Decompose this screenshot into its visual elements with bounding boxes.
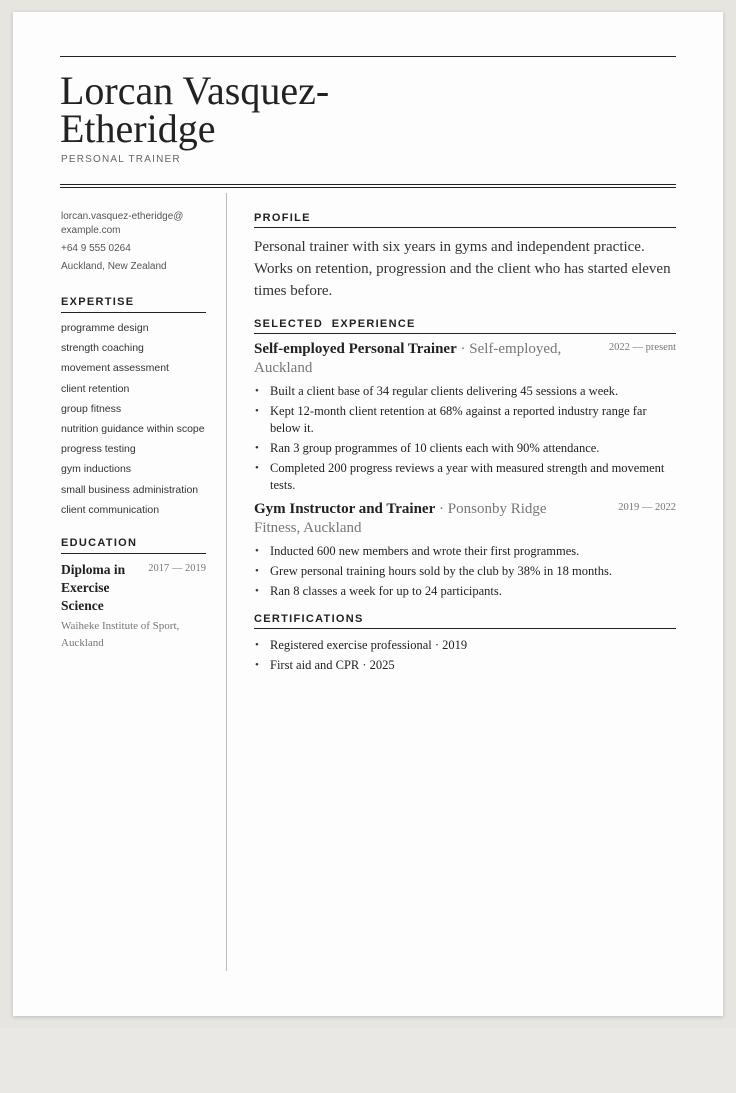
contact-location: Auckland, New Zealand [61,261,167,272]
job-title: Self-employed Personal Trainer [254,341,457,357]
job-bullet: • Inducted 600 new members and wrote their first programmes. [254,543,676,560]
candidate-name: Lorcan Vasquez-Etheridge [60,68,330,151]
column-divider [226,193,227,971]
contact-phone[interactable]: +64 9 555 0264 [61,243,131,254]
expertise-item: strength coaching [61,342,144,355]
expertise-item: small business administration [61,483,199,496]
job-bullet: • Completed 200 progress reviews a year with measured strength and movement tests. [254,460,676,494]
education-heading: EDUCATION [61,537,206,554]
sidebar [61,210,206,652]
profile-text: Personal trainer with six years in gyms and independent practice. Works on retention, progression and the client who has started eleven times before. [254,239,671,299]
education-school: Waiheke Institute of Sport, Auckland [61,619,180,649]
experience-heading: SELECTED EXPERIENCE [254,318,676,334]
expertise-item: client communication [61,503,160,516]
job-dates: 2022 — present [608,342,676,353]
contact-email[interactable]: lorcan.vasquez-etheridge@example.com [61,211,184,236]
expertise-item: client retention [61,382,130,395]
job-bullet: • Built a client base of 34 regular clients delivering 45 sessions a week. [254,383,676,400]
job-bullet: • Ran 3 group programmes of 10 clients each with 90% attendance. [254,440,676,457]
education-degree: Diploma in Exercise Science [61,561,126,613]
job-bullets [254,543,676,600]
expertise-heading: EXPERTISE [61,296,206,313]
job-org: · Self-employed, Auckland [254,341,562,376]
job-entry [254,500,676,600]
job-header [254,340,676,378]
job-bullet: • Kept 12-month client retention at 68% against a reported industry range far below it. [254,403,676,437]
top-rule [60,56,676,57]
education-entry [61,561,206,615]
job-bullet: • Grew personal training hours sold by the club by 38% in 18 months. [254,563,676,580]
certification-item: • Registered exercise professional · 2019 [254,637,676,654]
desk-background [0,1028,736,1093]
candidate-role: PERSONAL TRAINER [61,154,181,165]
certification-item: • First aid and CPR · 2025 [254,657,676,674]
main-column [254,212,676,677]
job-header [254,500,676,538]
profile-heading: PROFILE [254,212,676,228]
header-double-rule [60,184,676,188]
expertise-item: movement assessment [61,362,169,375]
resume-page [13,12,723,1016]
expertise-item: nutrition guidance within scope [61,422,205,435]
certifications-heading: CERTIFICATIONS [254,613,676,629]
expertise-item: gym inductions [61,463,132,476]
certifications-list [254,637,676,674]
job-bullets [254,383,676,494]
job-entry [254,340,676,494]
job-title: Gym Instructor and Trainer [254,501,436,517]
expertise-item: programme design [61,322,149,334]
expertise-item: progress testing [61,443,136,456]
job-org: · Ponsonby Ridge Fitness, Auckland [254,501,547,536]
job-dates: 2019 — 2022 [618,502,676,513]
expertise-list [61,321,206,517]
job-bullet: • Ran 8 classes a week for up to 24 participants. [254,583,676,600]
education-dates: 2017 — 2019 [148,562,206,574]
expertise-item: group fitness [61,402,122,415]
